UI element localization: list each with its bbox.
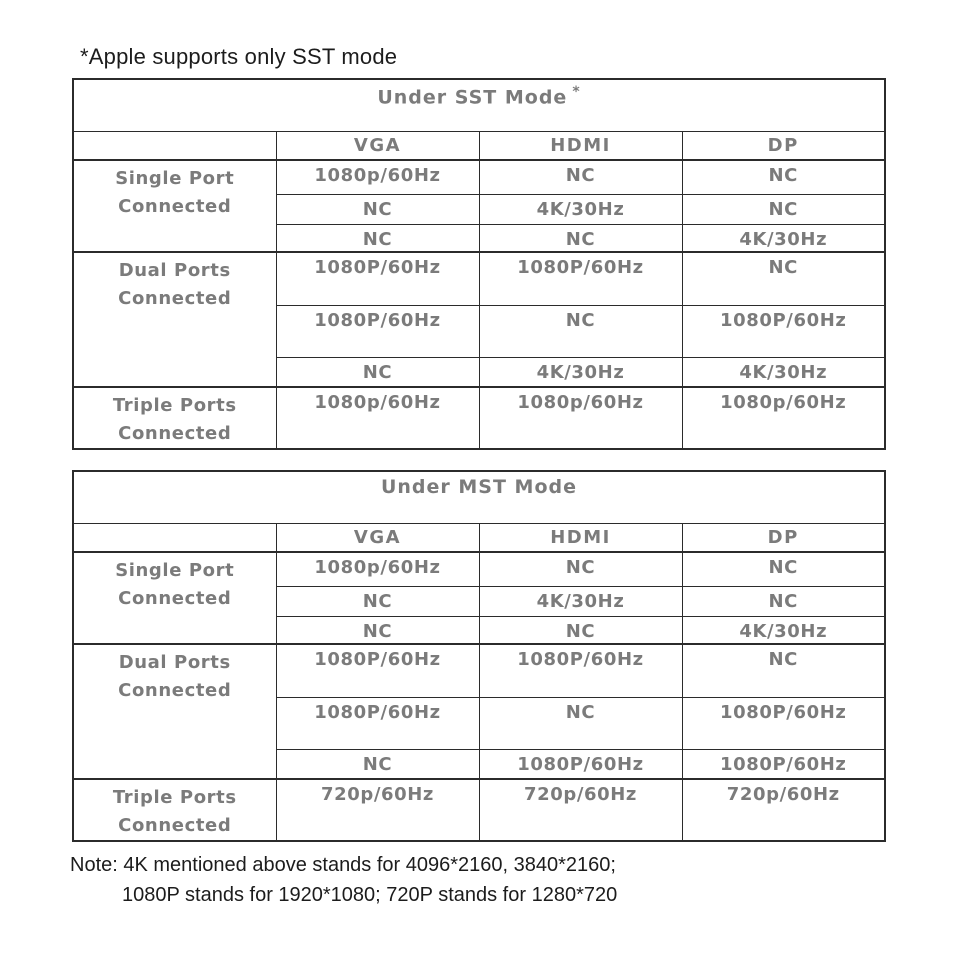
data-cell: NC [682, 252, 885, 305]
data-cell: 720p/60Hz [682, 779, 885, 841]
data-cell: 1080P/60Hz [479, 252, 682, 305]
row-group-label [73, 160, 276, 252]
mst-table-container [72, 470, 886, 842]
table-title-mst: Under MST Mode [73, 471, 885, 523]
data-cell: NC [682, 644, 885, 697]
row-group-label-line: Triple Ports [112, 395, 237, 416]
resolution-note-line-2: 1080P stands for 1920*1080; 720P stands for 1280*720 [122, 884, 618, 906]
data-cell: 4K/30Hz [682, 616, 885, 644]
title-asterisk: * [572, 84, 581, 100]
data-cell: NC [276, 194, 479, 224]
data-cell: NC [276, 616, 479, 644]
data-cell: 1080P/60Hz [682, 697, 885, 749]
data-cell: NC [682, 586, 885, 616]
row-group-label-line: Connected [118, 423, 232, 444]
data-cell: NC [276, 224, 479, 252]
data-cell: NC [479, 305, 682, 357]
resolution-note-line-1: Note: 4K mentioned above stands for 4096*2160, 3840*2160; [70, 854, 616, 876]
data-cell: NC [479, 697, 682, 749]
row-group-label-line: Single Port [115, 560, 235, 581]
data-cell: NC [682, 194, 885, 224]
data-cell: NC [682, 552, 885, 586]
row-group-label-line: Connected [118, 196, 232, 217]
data-cell: 4K/30Hz [479, 357, 682, 387]
data-cell: NC [479, 160, 682, 194]
column-header-hdmi: HDMI [479, 131, 682, 160]
data-cell: 1080P/60Hz [276, 252, 479, 305]
data-cell: NC [479, 224, 682, 252]
data-cell: NC [276, 749, 479, 779]
row-group-label [73, 644, 276, 779]
sst-table-container [72, 78, 886, 450]
corner-cell [73, 131, 276, 160]
data-cell: NC [479, 552, 682, 586]
data-cell: 1080P/60Hz [276, 644, 479, 697]
spec-table-mst [72, 470, 886, 842]
data-cell: 1080p/60Hz [276, 387, 479, 449]
data-cell: 720p/60Hz [276, 779, 479, 841]
data-cell: 4K/30Hz [682, 357, 885, 387]
row-group-label [73, 387, 276, 449]
data-cell: 1080p/60Hz [682, 387, 885, 449]
row-group-label-line: Connected [118, 815, 232, 836]
data-cell: 1080p/60Hz [276, 160, 479, 194]
data-cell: 1080P/60Hz [276, 697, 479, 749]
column-header-hdmi: HDMI [479, 523, 682, 552]
row-group-label [73, 552, 276, 644]
data-cell: NC [276, 357, 479, 387]
data-cell: 1080P/60Hz [682, 749, 885, 779]
data-cell: 1080P/60Hz [682, 305, 885, 357]
data-cell: NC [682, 160, 885, 194]
corner-cell [73, 523, 276, 552]
data-cell: 4K/30Hz [479, 194, 682, 224]
data-cell: 4K/30Hz [682, 224, 885, 252]
apple-sst-note: *Apple supports only SST mode [80, 44, 398, 69]
column-header-dp: DP [682, 131, 885, 160]
resolution-note [70, 850, 617, 910]
row-group-label [73, 779, 276, 841]
data-cell: NC [479, 616, 682, 644]
column-header-vga: VGA [276, 131, 479, 160]
row-group-label-line: Dual Ports [118, 652, 231, 673]
row-group-label-line: Connected [118, 588, 232, 609]
spec-table-sst [72, 78, 886, 450]
data-cell: 1080p/60Hz [276, 552, 479, 586]
data-cell: 1080P/60Hz [276, 305, 479, 357]
data-cell: 1080P/60Hz [479, 749, 682, 779]
data-cell: 4K/30Hz [479, 586, 682, 616]
column-header-dp: DP [682, 523, 885, 552]
data-cell: 720p/60Hz [479, 779, 682, 841]
data-cell: NC [276, 586, 479, 616]
row-group-label [73, 252, 276, 387]
row-group-label-line: Dual Ports [118, 260, 231, 281]
data-cell: 1080p/60Hz [479, 387, 682, 449]
row-group-label-line: Connected [118, 288, 232, 309]
row-group-label-line: Connected [118, 680, 232, 701]
column-header-vga: VGA [276, 523, 479, 552]
row-group-label-line: Triple Ports [112, 787, 237, 808]
table-title-sst: Under SST Mode * [73, 79, 885, 131]
row-group-label-line: Single Port [115, 168, 235, 189]
data-cell: 1080P/60Hz [479, 644, 682, 697]
